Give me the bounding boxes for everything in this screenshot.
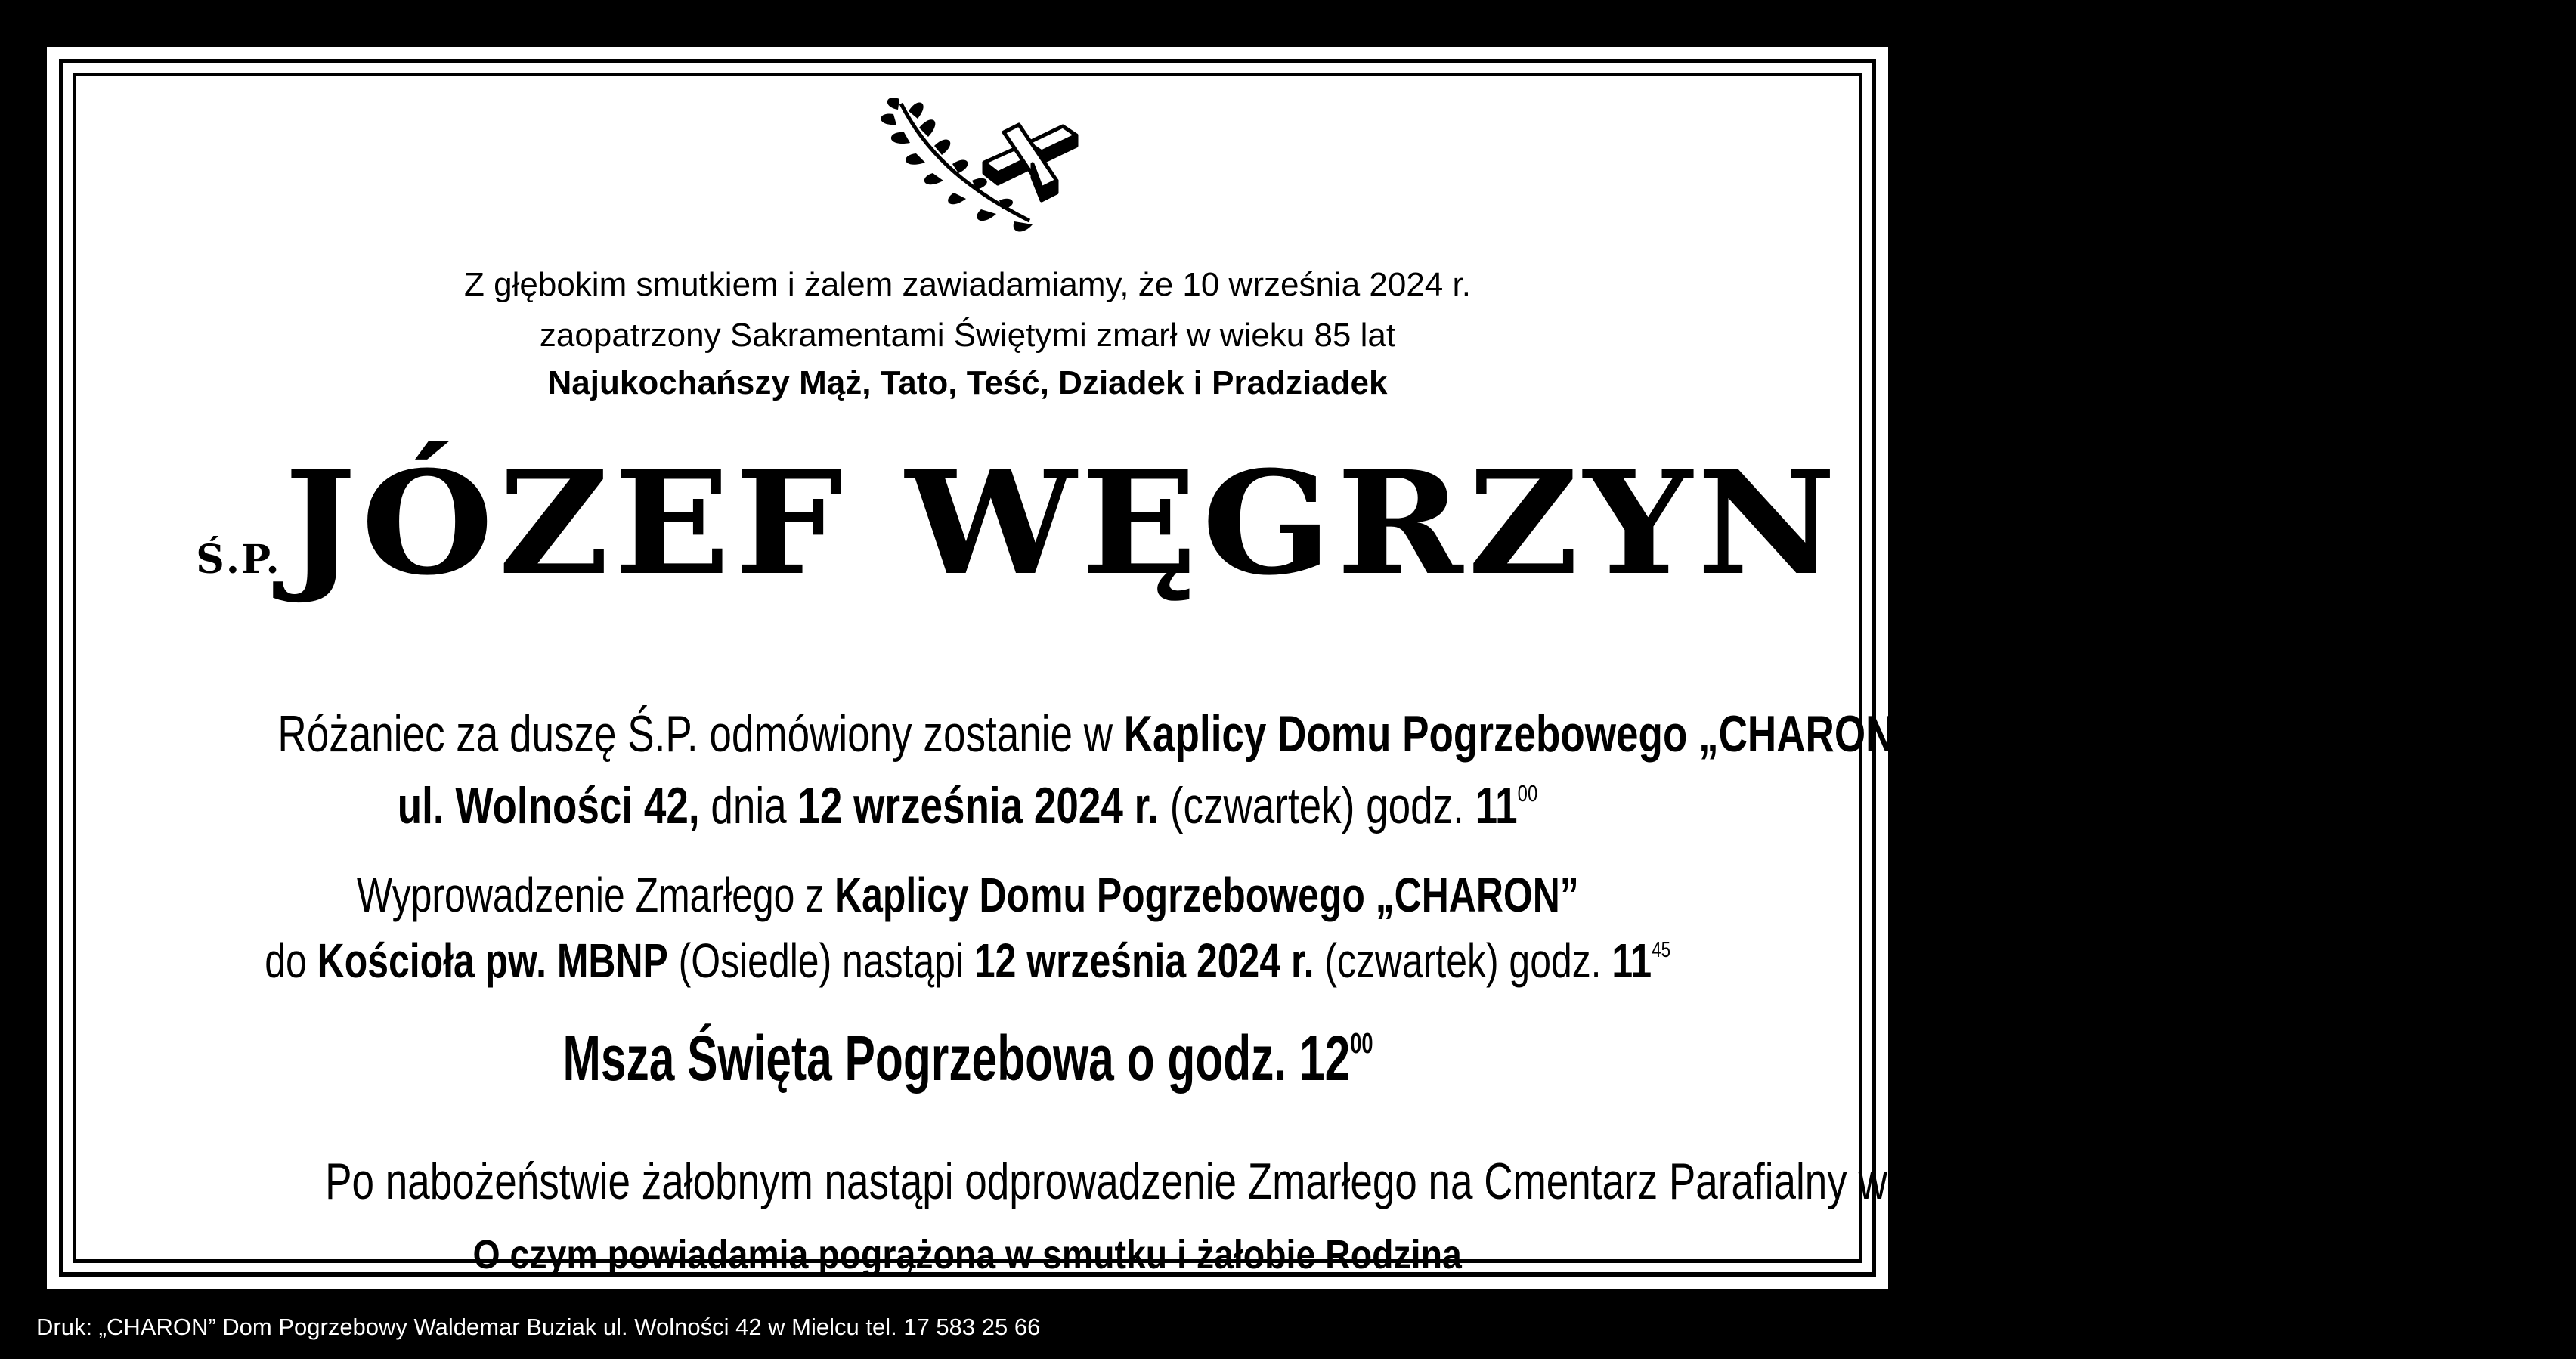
rosary-line-1: Różaniec za duszę Ś.P. odmówiony zostanie w Kaplicy Domu Pogrzebowego „CHARON” (277, 705, 1915, 763)
intro-line-2: zaopatrzony Sakramentami Świętymi zmarł w wieku 85 lat (539, 317, 1396, 354)
procession-line-1: Wyprowadzenie Zmarłego z Kaplicy Domu Pogrzebowego „CHARON” (356, 868, 1579, 922)
printer-info: Druk: „CHARON” Dom Pogrzebowy Waldemar Buziak ul. Wolności 42 w Mielcu tel. 17 583 25 66 (36, 1314, 1041, 1340)
relation-line: Najukochańszy Mąż, Tato, Teść, Dziadek i Pradziadek (547, 364, 1388, 401)
intro-line-1: Z głębokim smutkiem i żalem zawiadamiamy, że 10 września 2024 r. (464, 266, 1471, 303)
cross-with-palm-branch-icon (871, 88, 1120, 240)
burial-line: Po nabożeństwie żałobnym nastąpi odprowadzenie Zmarłego na Cmentarz Parafialny w Wadowicach Górnych. (325, 1153, 2299, 1210)
deceased-name: JÓZEF WĘGRZYN (284, 440, 1841, 607)
obituary-card (47, 47, 2299, 1289)
rosary-line-2: ul. Wolności 42, dnia 12 września 2024 r. (czwartek) godz. $11^{00}$ (397, 777, 1538, 834)
closing-line: O czym powiadamia pogrążona w smutku i żałobie Rodzina (472, 1232, 1463, 1277)
procession-line-2: do Kościoła pw. MBNP (Osiedle) nastąpi 12 września 2024 r. (czwartek) godz. $11^{45}$ (265, 933, 1670, 988)
deceased-name-row (47, 440, 1888, 607)
funeral-mass-line: Msza Święta Pogrzebowa o godz. $12^{00}$ (562, 1023, 1373, 1094)
name-prefix: Ś.P. (196, 537, 281, 583)
